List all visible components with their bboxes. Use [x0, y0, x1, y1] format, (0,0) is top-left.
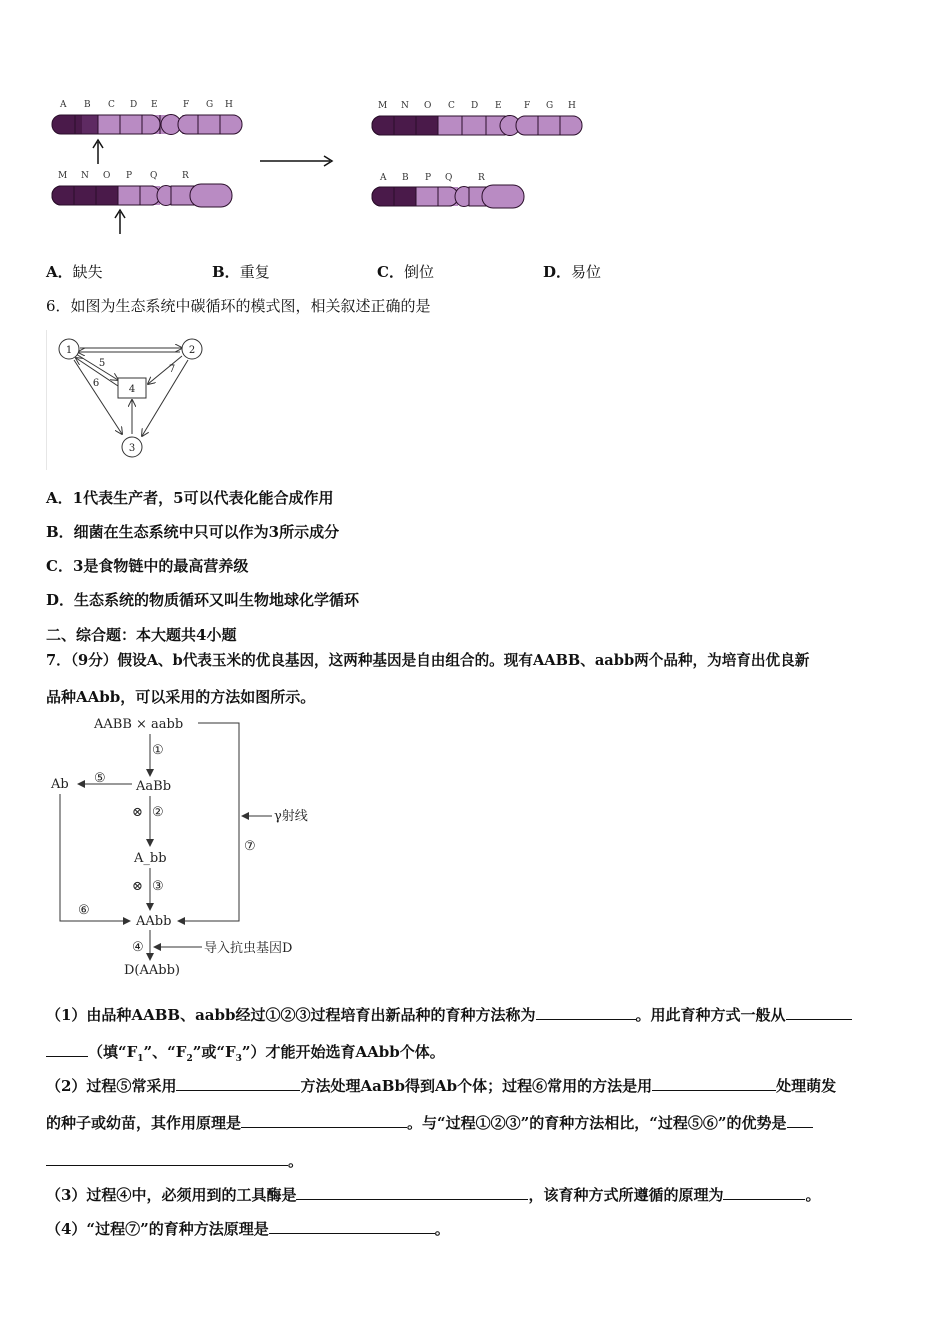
q7-sub2-line2: 的种子或幼苗，其作用原理是 。与“过程①②③”的育种方法相比，“过程⑤⑥”的优势是: [46, 1112, 813, 1133]
haploid-label: Ab: [51, 777, 69, 792]
top-right-gene-labels: [378, 101, 576, 111]
q7-sub2-line3: 。: [46, 1150, 303, 1171]
answer-blank[interactable]: [176, 1076, 300, 1091]
gene-label: M: [378, 101, 388, 111]
gene-label: O: [424, 101, 432, 111]
answer-blank[interactable]: [296, 1185, 528, 1200]
answer-blank[interactable]: [536, 1005, 636, 1020]
bottom-right-gene-labels: [379, 173, 485, 183]
step-7: ⑦: [244, 839, 256, 854]
gene-label: H: [568, 101, 576, 111]
gene-label: C: [108, 100, 115, 110]
answer-blank[interactable]: [241, 1113, 407, 1128]
arrow-label-7: 7: [168, 364, 176, 375]
gene-label: H: [225, 100, 233, 110]
q5-option-b: B．重复: [212, 263, 270, 281]
q7-stem-line1: 7．（9分）假设A、b代表玉米的优良基因，这两种基因是自由组合的。现有AABB、aabb两个品种，为培育出优良新: [46, 652, 810, 669]
gene-label: Q: [150, 171, 158, 181]
gene-label: B: [402, 173, 409, 183]
answer-blank[interactable]: [652, 1076, 776, 1091]
gene-label: M: [58, 171, 68, 181]
gene-label: D: [130, 100, 138, 110]
node-4: 4: [128, 384, 136, 395]
breeding-diagram: [46, 712, 336, 982]
answer-blank[interactable]: [786, 1005, 852, 1020]
q7-sub3: （3）过程④中，必须用到的工具酶是 ，该育种方式所遵循的原理为 。: [46, 1186, 821, 1204]
step-1: ①: [152, 743, 164, 758]
node-1: 1: [65, 345, 73, 356]
q7-sub1-line2: （填“$F_1$”、“$F_2$”或“$F_3$”）才能开始选育AAbb个体。: [46, 1041, 445, 1064]
gene-label: Q: [445, 173, 453, 183]
f1-label: AaBb: [136, 779, 172, 794]
chromosome-bottom-right: [372, 185, 524, 208]
final-label: D(AAbb): [124, 963, 180, 978]
gene-label: A: [60, 100, 67, 110]
gene-label: P: [126, 171, 133, 181]
answer-blank[interactable]: [46, 1042, 88, 1057]
step-5: ⑤: [94, 771, 106, 786]
q7-sub2-line1: （2）过程⑤常采用 方法处理AaBb得到Ab个体；过程⑥常用的方法是用 处理萌发: [46, 1077, 837, 1095]
step-3: ③: [152, 879, 164, 894]
transformation-arrow: [260, 156, 332, 166]
q5-option-a: A．缺失: [46, 263, 103, 281]
gene-label: P: [425, 173, 432, 183]
selfing-symbol-1: ⊗: [132, 805, 143, 820]
gene-label: O: [103, 171, 111, 181]
node-2: 2: [188, 345, 196, 356]
arrow-label-6: 6: [92, 378, 100, 389]
gene-label: D: [471, 101, 479, 111]
q7-sub4: （4）“过程⑦”的育种方法原理是 。: [46, 1220, 450, 1238]
q6-option-c: C．3是食物链中的最高营养级: [46, 557, 249, 575]
gene-label: A: [380, 173, 387, 183]
gene-label: R: [182, 171, 189, 181]
cross-label: AABB × aabb: [94, 717, 184, 732]
carbon-cycle-diagram: [46, 330, 216, 470]
gene-label: N: [401, 101, 409, 111]
step-4: ④: [132, 940, 144, 955]
q6-stem: 6．如图为生态系统中碳循环的模式图，相关叙述正确的是: [46, 297, 431, 315]
q6-option-a: A．1代表生产者，5可以代表化能合成作用: [46, 489, 334, 507]
q6-option-d: D．生态系统的物质循环又叫生物地球化学循环: [46, 591, 360, 609]
gene-label: C: [448, 101, 455, 111]
section-2-title: 二、综合题：本大题共4小题: [46, 626, 237, 644]
q6-option-b: B．细菌在生态系统中只可以作为3所示成分: [46, 523, 340, 541]
step-2: ②: [152, 805, 164, 820]
q7-stem-line2: 品种AAbb，可以采用的方法如图所示。: [46, 688, 316, 706]
step-6: ⑥: [78, 903, 90, 918]
gene-label: F: [524, 101, 531, 111]
gamma-ray-label: γ射线: [274, 809, 308, 824]
gene-label: G: [206, 100, 214, 110]
break-point-arrow-bottom: [115, 210, 125, 234]
gene-label: R: [478, 173, 485, 183]
chromosome-bottom-left: [52, 184, 232, 207]
gene-label: B: [84, 100, 91, 110]
q5-option-d: D．易位: [543, 263, 602, 281]
top-left-gene-labels: [59, 100, 233, 110]
gene-label: E: [151, 100, 158, 110]
gene-label: F: [183, 100, 190, 110]
gene-label: N: [81, 171, 89, 181]
break-point-arrow-top: [93, 140, 103, 164]
answer-blank[interactable]: [269, 1219, 435, 1234]
answer-blank[interactable]: [723, 1185, 805, 1200]
answer-blank[interactable]: [787, 1113, 813, 1128]
mid-label: A_bb: [134, 851, 167, 866]
q7-sub1-line1: （1）由品种AABB、aabb经过①②③过程培育出新品种的育种方法称为 。用此育种方式一般从: [46, 1004, 852, 1025]
gene-import-label: 导入抗虫基因D: [204, 941, 293, 956]
target-label: AAbb: [136, 914, 172, 929]
answer-blank[interactable]: [46, 1151, 288, 1166]
selfing-symbol-2: ⊗: [132, 879, 143, 894]
node-3: 3: [128, 443, 136, 454]
q5-option-c: C．倒位: [377, 263, 434, 281]
gene-label: E: [495, 101, 502, 111]
arrow-label-5: 5: [98, 358, 106, 369]
gene-label: G: [546, 101, 554, 111]
chromosome-translocation-figure: [40, 90, 610, 240]
bottom-left-gene-labels: [58, 171, 189, 181]
chromosome-top-right: [372, 116, 582, 136]
chromosome-top-left: [52, 115, 242, 135]
